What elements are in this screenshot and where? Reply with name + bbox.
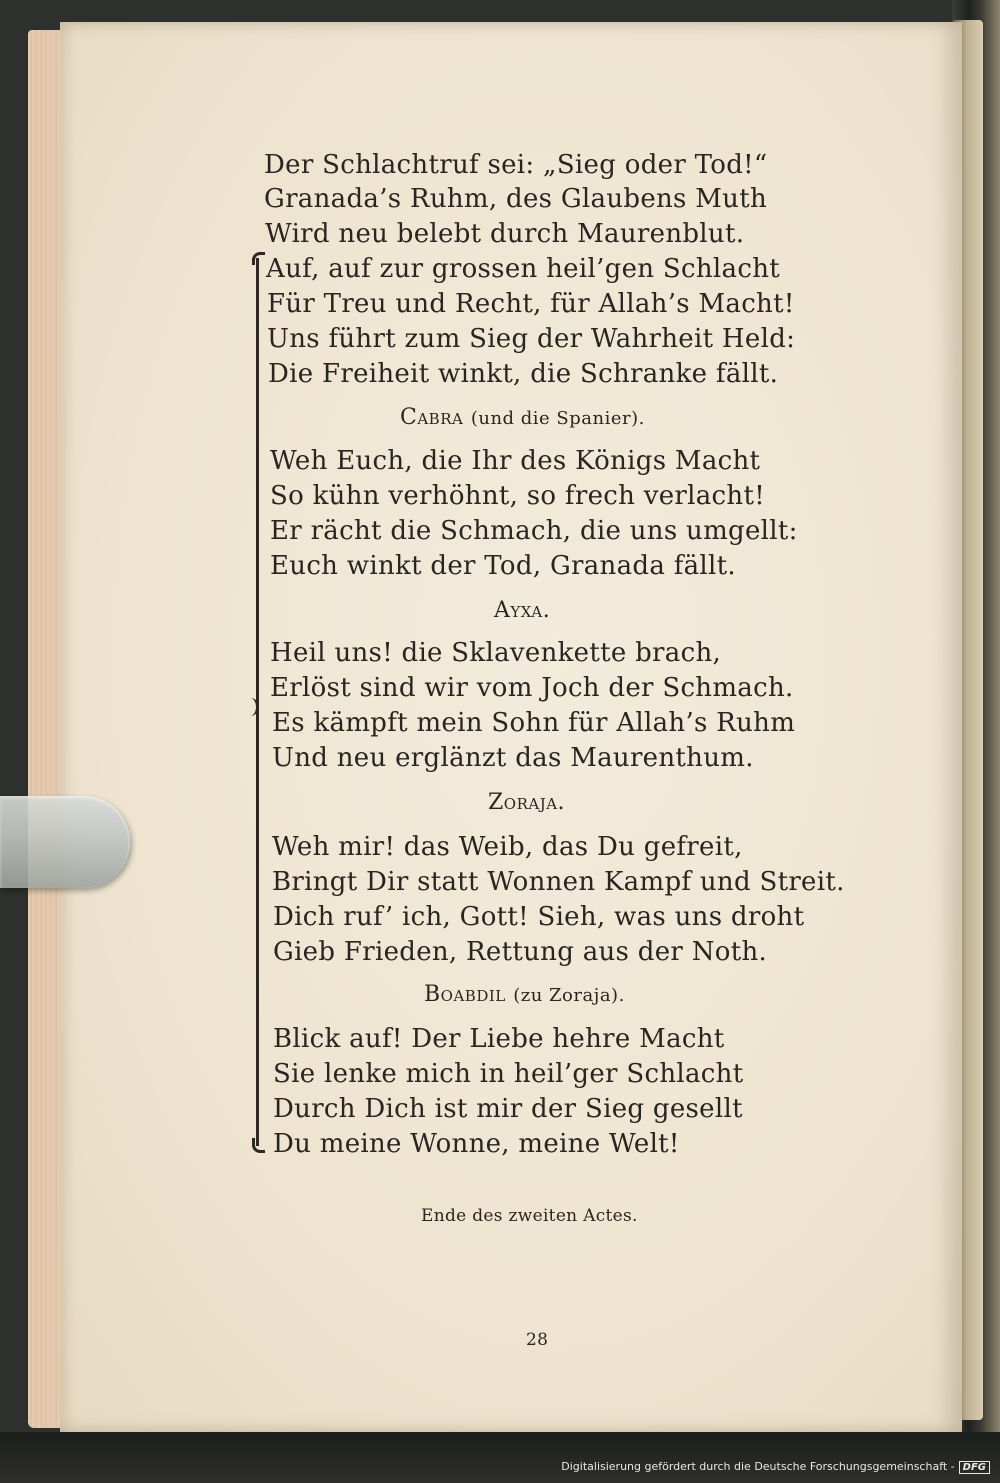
verse-line: Bringt Dir statt Wonnen Kampf und Streit.	[272, 867, 845, 897]
dfg-logo: DFG	[959, 1461, 990, 1474]
verse-line: Für Treu und Recht, für Allah’s Macht!	[267, 289, 795, 319]
verse-line: Blick auf! Der Liebe hehre Macht	[273, 1024, 725, 1054]
verse-line: Dich ruf’ ich, Gott! Sieh, was uns droht	[273, 902, 805, 932]
verse-line: Auf, auf zur grossen heil’gen Schlacht	[266, 254, 780, 284]
verse-line: Du meine Wonne, meine Welt!	[273, 1129, 680, 1159]
verse-line: Granada’s Ruhm, des Glaubens Muth	[264, 184, 768, 214]
speaker-ayxa	[494, 598, 550, 623]
page-clip	[0, 796, 130, 888]
verse-line: Und neu erglänzt das Maurenthum.	[272, 743, 754, 773]
digitization-credit	[561, 1460, 990, 1474]
act-end-note: Ende des zweiten Actes.	[421, 1206, 638, 1226]
speaker-boabdil	[424, 982, 625, 1007]
verse-line: Uns führt zum Sieg der Wahrheit Held:	[267, 324, 796, 354]
speaker-zoraja	[488, 790, 565, 815]
verse-line: Sie lenke mich in heil’ger Schlacht	[273, 1059, 744, 1089]
speaker-name: Zoraja.	[488, 790, 566, 815]
page-number: 28	[526, 1330, 549, 1350]
speaker-note: (und die Spanier).	[470, 408, 645, 429]
verse-line: Erlöst sind wir vom Joch der Schmach.	[270, 673, 794, 703]
verse-line: Euch winkt der Tod, Granada fällt.	[270, 551, 736, 581]
speaker-cabra	[400, 405, 645, 430]
verse-line: Weh Euch, die Ihr des Königs Macht	[270, 446, 761, 476]
verse-line: Der Schlachtruf sei: „Sieg oder Tod!“	[264, 150, 768, 180]
verse-line: Heil uns! die Sklavenkette brach,	[270, 638, 722, 668]
scanner-bed	[0, 1432, 1000, 1483]
speaker-name: Ayxa.	[494, 598, 551, 623]
verse-line: Die Freiheit winkt, die Schranke fällt.	[268, 359, 779, 389]
verse-line: Es kämpft mein Sohn für Allah’s Ruhm	[272, 708, 796, 738]
speaker-name: Cabra	[400, 405, 464, 430]
verse-line: Weh mir! das Weib, das Du gefreit,	[272, 832, 743, 862]
verse-line: So kühn verhöhnt, so frech verlacht!	[270, 481, 765, 511]
speaker-name: Boabdil	[424, 982, 506, 1007]
credit-text: Digitalisierung gefördert durch die Deutsche Forschungsgemeinschaft -	[561, 1460, 955, 1473]
speaker-note: (zu Zoraja).	[513, 985, 625, 1006]
verse-line: Durch Dich ist mir der Sieg gesellt	[273, 1094, 743, 1124]
brace-bottom	[252, 1138, 265, 1153]
verse-line: Wird neu belebt durch Maurenblut.	[265, 219, 745, 249]
verse-line: Er rächt die Schmach, die uns umgellt:	[270, 516, 798, 546]
verse-line: Gieb Frieden, Rettung aus der Noth.	[273, 937, 768, 967]
